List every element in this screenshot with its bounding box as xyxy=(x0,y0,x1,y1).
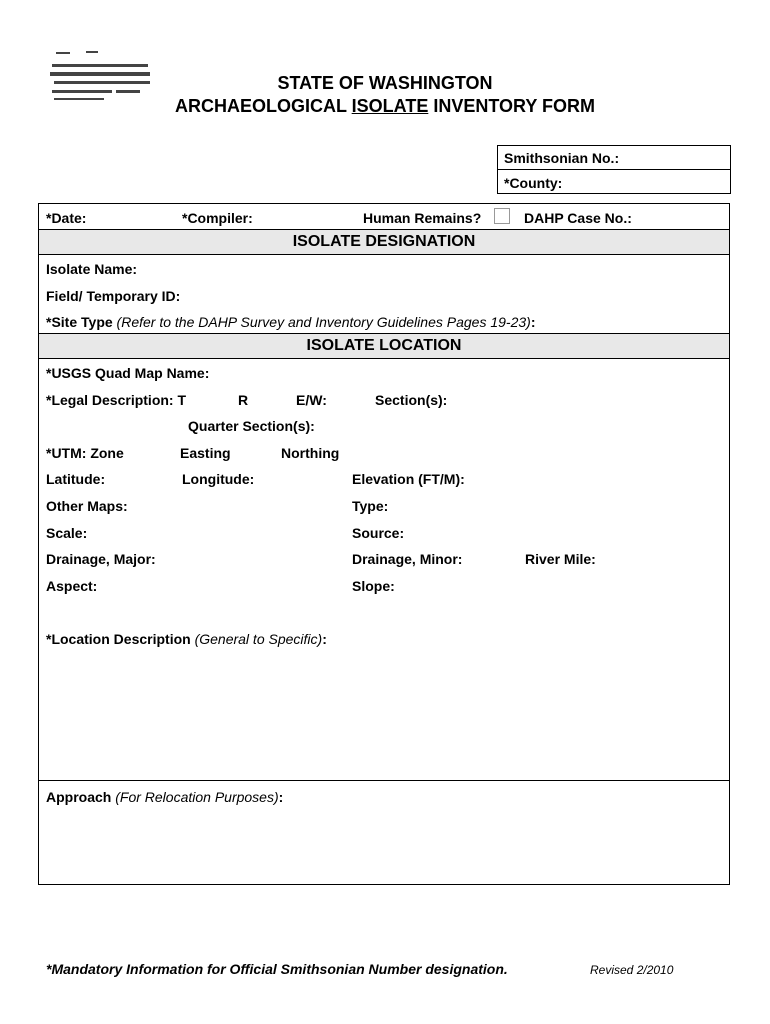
slope-label: Slope: xyxy=(352,578,395,594)
location-description-note: (General to Specific) xyxy=(194,631,323,647)
isolate-designation-header: ISOLATE DESIGNATION xyxy=(39,230,729,254)
isolate-location-header: ISOLATE LOCATION xyxy=(39,334,729,358)
mandatory-info-note: *Mandatory Information for Official Smithsonian Number designation. xyxy=(46,961,508,977)
form-title-line1: STATE OF WASHINGTON xyxy=(277,73,493,93)
human-remains-checkbox[interactable] xyxy=(494,208,510,224)
smithsonian-box xyxy=(497,145,731,194)
dahp-case-label: DAHP Case No.: xyxy=(524,210,632,226)
date-label: *Date: xyxy=(46,210,87,226)
sections-label: Section(s): xyxy=(375,392,448,408)
county-label: *County: xyxy=(504,175,563,191)
aspect-label: Aspect: xyxy=(46,578,98,594)
drainage-major-label: Drainage, Major: xyxy=(46,551,156,567)
other-maps-label: Other Maps: xyxy=(46,498,128,514)
utm-zone-label: *UTM: Zone xyxy=(46,445,124,461)
drainage-minor-label: Drainage, Minor: xyxy=(352,551,463,567)
compiler-label: *Compiler: xyxy=(182,210,253,226)
easting-label: Easting xyxy=(180,445,231,461)
field-temp-id-label: Field/ Temporary ID: xyxy=(46,288,181,304)
ew-label: E/W: xyxy=(296,392,327,408)
usgs-quad-label: *USGS Quad Map Name: xyxy=(46,365,210,381)
isolate-name-label: Isolate Name: xyxy=(46,261,138,277)
quarter-sections-label: Quarter Section(s): xyxy=(188,418,315,434)
approach-note: (For Relocation Purposes) xyxy=(115,789,279,805)
source-label: Source: xyxy=(352,525,405,541)
revision-date: Revised 2/2010 xyxy=(590,963,674,977)
location-description-label: *Location Description (General to Specific): xyxy=(46,631,327,647)
legal-description-label: *Legal Description: T xyxy=(46,392,187,408)
smithsonian-no-label: Smithsonian No.: xyxy=(504,150,620,166)
scale-label: Scale: xyxy=(46,525,88,541)
longitude-label: Longitude: xyxy=(182,471,255,487)
human-remains-label: Human Remains? xyxy=(363,210,482,226)
isolate-underlined: ISOLATE xyxy=(351,96,429,116)
site-type-note: (Refer to the DAHP Survey and Inventory Guidelines Pages 19-23) xyxy=(116,314,531,330)
river-mile-label: River Mile: xyxy=(525,551,596,567)
latitude-label: Latitude: xyxy=(46,471,106,487)
type-label: Type: xyxy=(352,498,389,514)
form-title-line2: ARCHAEOLOGICAL ISOLATE INVENTORY FORM xyxy=(174,96,596,116)
range-label: R xyxy=(238,392,249,408)
site-type-label: *Site Type (Refer to the DAHP Survey and Inventory Guidelines Pages 19-23): xyxy=(46,314,536,330)
approach-label: Approach (For Relocation Purposes): xyxy=(46,789,284,805)
northing-label: Northing xyxy=(281,445,340,461)
form-frame xyxy=(38,203,730,885)
elevation-label: Elevation (FT/M): xyxy=(352,471,465,487)
